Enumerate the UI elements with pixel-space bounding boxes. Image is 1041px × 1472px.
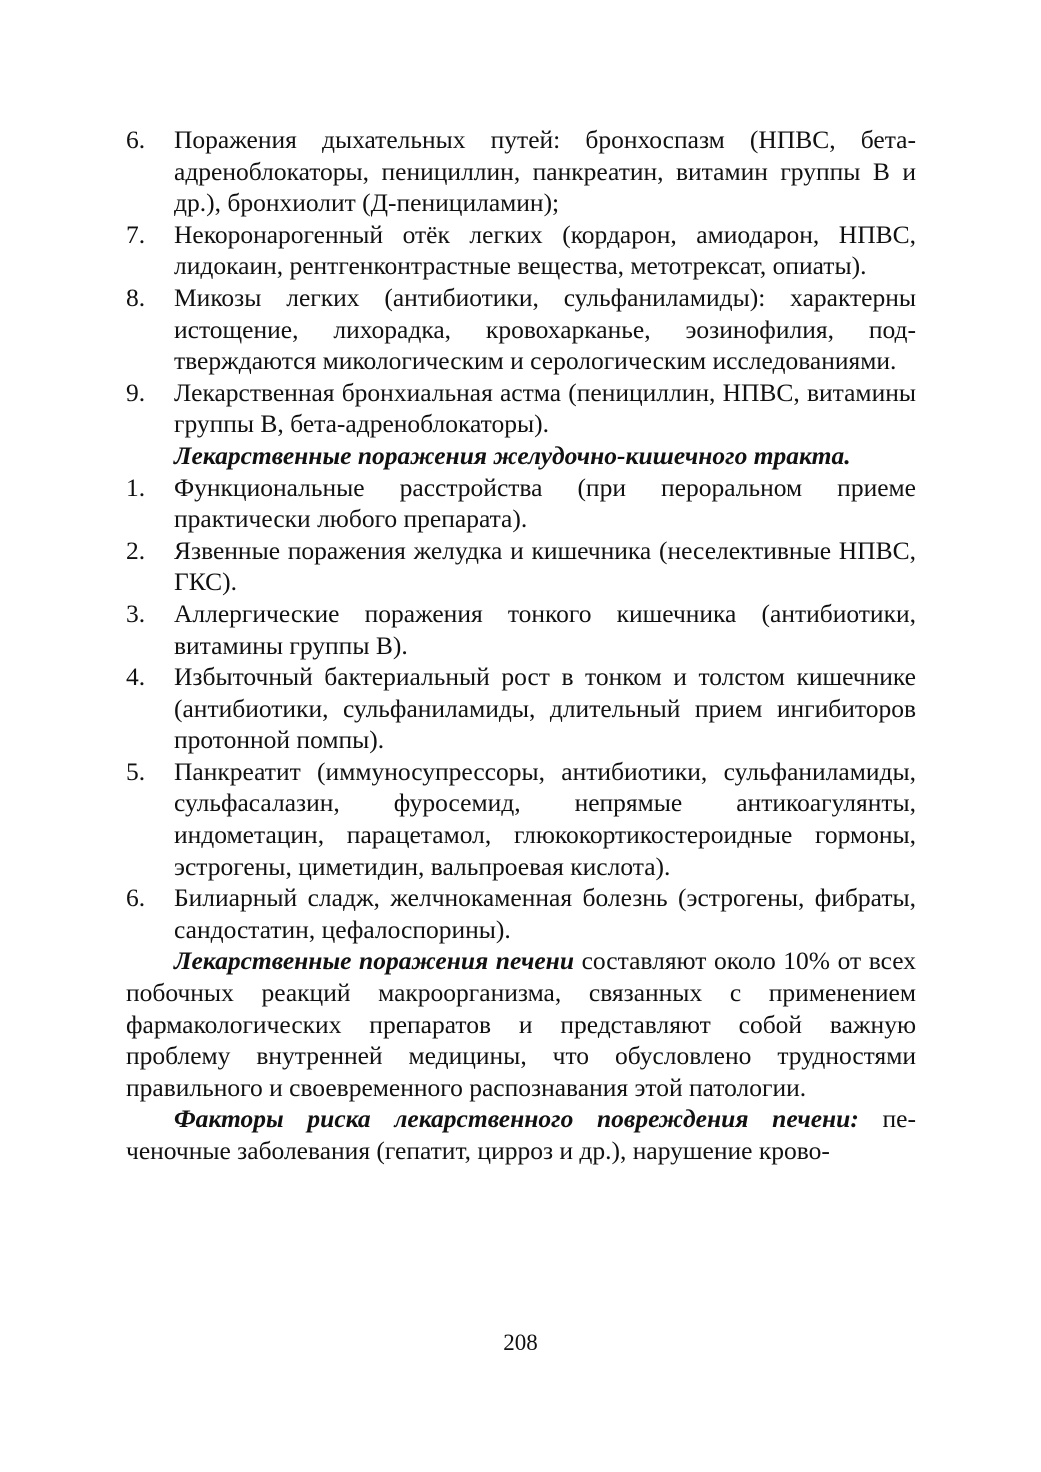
risk-factors-text: печеночные заболевания (гепатит, цирроз и др.), нарушение крово-: [126, 1104, 916, 1165]
liver-lesions-paragraph: [126, 945, 916, 1103]
list-item-number: 8.: [126, 282, 146, 312]
gi-section-heading: Лекарственные поражения желудочно-кишечного тракта.: [174, 440, 851, 470]
list-item-text: Некоронарогенный отёк легких (кордарон, амиодарон, НПВС, лидокаин, рентгенконтрастные вещества, метотрексат, опиаты).: [174, 219, 916, 281]
list-item-text: Панкреатит (иммуносупрессоры, антибиотики, сульфаниламиды, сульфасалазин, фуросемид, непрямые антикоагулянты, индометацин, парацетамол, глюкокортикостероидные гормоны, эстрогены, циметидин, вальпроевая кислота).: [174, 756, 916, 881]
list-item-text: Язвенные поражения желудка и кишечника (неселективные НПВС, ГКС).: [174, 535, 916, 597]
list-item-text: Поражения дыхательных путей: бронхоспазм (НПВС, бета-адреноблокаторы, пенициллин, панкреатин, витамин группы В и др.), бронхиолит (Д-пенициламин);: [174, 125, 916, 218]
list-item-text: Избыточный бактериальный рост в тонком и толстом кишечнике (антибиотики, сульфаниламиды, длительный прием ингибиторов протонной помпы).: [174, 662, 916, 755]
list-item: [126, 661, 916, 756]
list-item: [126, 535, 916, 598]
list-item-number: 4.: [126, 662, 146, 692]
list-item-text: Функциональные расстройства (при пероральном приеме практически любого препарата).: [174, 472, 916, 534]
list-item: [126, 282, 916, 377]
list-item-text: Билиарный сладж, желчнокаменная болезнь (эстрогены, фибраты, сандостатин, цефалоспорины).: [174, 883, 916, 944]
list-item-number: 6.: [126, 125, 146, 154]
list-item-number: 6.: [126, 883, 146, 913]
list-item: [126, 124, 916, 219]
list-item-number: 5.: [126, 756, 146, 786]
list-item-text: Аллергические поражения тонкого кишечника (антибиотики, витамины группы В).: [174, 598, 916, 660]
page-number: 208: [503, 1330, 538, 1355]
list-item-number: 7.: [126, 219, 146, 249]
list-item-text: Лекарственная бронхиальная астма (пенициллин, НПВС, витамины группы В, бета-адреноблокаторы).: [174, 377, 916, 439]
list-item-number: 9.: [126, 377, 146, 407]
liver-lesions-lead: Лекарственные поражения печени: [174, 946, 575, 976]
list-item: [126, 377, 916, 440]
liver-lesions-text: составляют около 10% от всех побочных реакций макроорганизма, связанных с применением фармакологических препаратов и представляют собой важную проблему внутренней медицины, что обусловлено трудностями правильного и своевременного распознавания этой патологии.: [126, 946, 916, 1102]
risk-factors-lead: Факторы риска лекарственного повреждения печени:: [174, 1104, 859, 1134]
list-item-number: 1.: [126, 472, 146, 502]
list-item-text: Микозы легких (антибиотики, сульфаниламиды): характерны истощение, лихорадка, кровохарканье, эозинофилия, подтверждаются микологическим и серологическим исследованиями.: [174, 282, 916, 376]
respiratory-lesions-list: [126, 124, 916, 440]
risk-factors-paragraph: [126, 1103, 916, 1166]
list-item: [126, 882, 916, 945]
list-item: [126, 219, 916, 282]
gi-lesions-list: [126, 472, 916, 946]
list-item-number: 2.: [126, 535, 146, 565]
list-item: [126, 472, 916, 535]
list-item: [126, 756, 916, 882]
list-item: [126, 598, 916, 661]
list-item-number: 3.: [126, 598, 146, 628]
page-content: [126, 124, 916, 1167]
